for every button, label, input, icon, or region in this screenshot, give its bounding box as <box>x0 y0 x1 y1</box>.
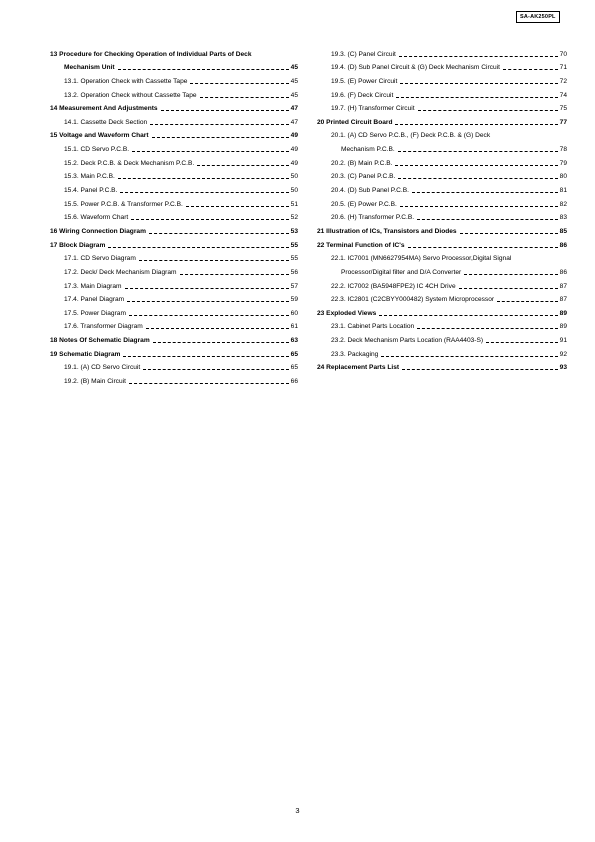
dot-leader <box>131 219 288 220</box>
toc-entry[interactable] <box>50 345 298 359</box>
dot-leader <box>497 301 558 302</box>
dot-leader <box>180 274 289 275</box>
toc-entry[interactable] <box>317 277 567 291</box>
toc-entry[interactable] <box>50 359 298 373</box>
toc-entry[interactable] <box>317 168 567 182</box>
toc-entry-title: Mechanism P.C.B. <box>341 146 395 154</box>
dot-leader <box>153 342 289 343</box>
toc-entry-title: 20.4. (D) Sub Panel P.C.B. <box>331 187 409 195</box>
dot-leader <box>118 69 289 70</box>
toc-entry-title: 13.2. Operation Check without Cassette Tape <box>64 91 197 99</box>
toc-entry[interactable] <box>50 59 298 73</box>
toc-entry-page: 56 <box>290 268 298 276</box>
dot-leader <box>459 288 558 289</box>
toc-entry-page: 60 <box>290 309 298 317</box>
dot-leader <box>464 274 557 275</box>
dot-leader <box>503 69 558 70</box>
toc-entry[interactable] <box>50 372 298 386</box>
toc-entry-title: 20 Printed Circuit Board <box>317 118 393 126</box>
dot-leader <box>143 369 288 370</box>
page-number: 3 <box>295 806 300 815</box>
toc-left-column <box>50 45 298 386</box>
toc-entry-title: 20.6. (H) Transformer P.C.B. <box>331 214 415 222</box>
toc-entry-title: Processor/Digital filter and D/A Converter <box>341 268 462 276</box>
toc-entry[interactable] <box>317 291 567 305</box>
dot-leader <box>398 151 558 152</box>
dot-leader <box>129 315 289 316</box>
toc-entry[interactable] <box>317 236 567 250</box>
dot-leader <box>417 219 558 220</box>
toc-entry-page: 65 <box>290 350 298 358</box>
dot-leader <box>129 383 289 384</box>
toc-entry-page: 83 <box>559 214 567 222</box>
toc-entry-title: 18 Notes Of Schematic Diagram <box>50 337 150 345</box>
toc-entry[interactable] <box>50 45 298 59</box>
toc-entry-page: 89 <box>559 309 567 317</box>
toc-entry-page: 57 <box>290 282 298 290</box>
toc-entry[interactable] <box>50 222 298 236</box>
toc-entry[interactable] <box>317 345 567 359</box>
dot-leader <box>132 151 289 152</box>
toc-entry[interactable] <box>317 45 567 59</box>
toc-entry-page: 49 <box>290 159 298 167</box>
dot-leader <box>418 110 558 111</box>
toc-entry[interactable] <box>50 127 298 141</box>
toc-entry-page: 45 <box>290 91 298 99</box>
toc-entry-page: 51 <box>290 200 298 208</box>
toc-entry-page: 77 <box>559 118 567 126</box>
toc-entry[interactable] <box>317 304 567 318</box>
toc-entry[interactable] <box>317 222 567 236</box>
toc-entry-title: 22 Terminal Function of IC's <box>317 241 405 249</box>
toc-entry-title: 20.2. (B) Main P.C.B. <box>331 159 393 167</box>
toc-entry-page: 45 <box>290 77 298 85</box>
dot-leader <box>127 301 289 302</box>
toc-entry-title: 19.7. (H) Transformer Circuit <box>331 105 415 113</box>
toc-entry-title: 15.6. Waveform Chart <box>64 214 129 222</box>
toc-entry[interactable] <box>317 359 567 373</box>
toc-entry-title: 20.1. (A) CD Servo P.C.B., (F) Deck P.C.B. & (G) Deck <box>331 132 491 140</box>
dot-leader <box>200 97 289 98</box>
dot-leader <box>399 56 558 57</box>
toc-entry-title: 19.6. (F) Deck Circuit <box>331 91 394 99</box>
toc-entry-page: 80 <box>559 173 567 181</box>
dot-leader <box>402 369 558 370</box>
dot-leader <box>150 124 288 125</box>
toc-entry-page: 92 <box>559 350 567 358</box>
toc-entry-page: 53 <box>290 227 298 235</box>
toc-entry-title: 17.2. Deck/ Deck Mechanism Diagram <box>64 268 177 276</box>
dot-leader <box>408 247 558 248</box>
toc-entry-page: 91 <box>559 337 567 345</box>
toc-entry-title: 21 Illustration of ICs, Transistors and Diodes <box>317 227 457 235</box>
toc-entry[interactable] <box>50 277 298 291</box>
toc-entry-page: 59 <box>290 296 298 304</box>
dot-leader <box>118 178 289 179</box>
toc-entry-title: 19.4. (D) Sub Panel Circuit & (G) Deck Mechanism Circuit <box>331 64 500 72</box>
toc-entry-page: 49 <box>290 132 298 140</box>
toc-entry-title: 17.1. CD Servo Diagram <box>64 255 136 263</box>
toc-entry[interactable] <box>317 195 567 209</box>
toc-entry[interactable] <box>317 318 567 332</box>
toc-entry-page: 86 <box>559 268 567 276</box>
toc-entry[interactable] <box>50 318 298 332</box>
toc-entry-page: 52 <box>290 214 298 222</box>
toc-entry[interactable] <box>317 250 567 264</box>
toc-entry[interactable] <box>50 263 298 277</box>
dot-leader <box>149 233 289 234</box>
toc-entry[interactable] <box>50 113 298 127</box>
toc-entry-title: 17.5. Power Diagram <box>64 309 126 317</box>
toc-entry-title: 22.2. IC7002 (BA5948FPE2) IC 4CH Drive <box>331 282 456 290</box>
toc-entry-title: 23.1. Cabinet Parts Location <box>331 323 415 331</box>
dot-leader <box>400 206 558 207</box>
toc-entry-title: 19.1. (A) CD Servo Circuit <box>64 364 141 372</box>
toc-entry-title: 19 Schematic Diagram <box>50 350 121 358</box>
toc-entry[interactable] <box>50 181 298 195</box>
toc-entry[interactable] <box>50 291 298 305</box>
toc-entry-title: 22.3. IC2801 (C2CBYY000482) System Microprocessor <box>331 296 495 304</box>
dot-leader <box>186 206 289 207</box>
dot-leader <box>460 233 558 234</box>
toc-entry-title: 13 Procedure for Checking Operation of Individual Parts of Deck <box>50 50 252 58</box>
toc-entry[interactable] <box>317 154 567 168</box>
dot-leader <box>123 356 288 357</box>
toc-entry-page: 81 <box>559 187 567 195</box>
toc-entry-page: 82 <box>559 200 567 208</box>
toc-entry[interactable] <box>50 236 298 250</box>
dot-leader <box>146 328 289 329</box>
toc-entry-page: 72 <box>559 77 567 85</box>
model-number-badge: SA-AK250PL <box>516 11 560 23</box>
dot-leader <box>108 247 288 248</box>
toc-entry-page: 66 <box>290 378 298 386</box>
toc-entry-page: 79 <box>559 159 567 167</box>
dot-leader <box>396 97 557 98</box>
toc-entry-title: 15 Voltage and Waveform Chart <box>50 132 149 140</box>
toc-entry[interactable] <box>50 86 298 100</box>
toc-entry-title: Mechanism Unit <box>64 64 115 72</box>
toc-entry-title: 17.3. Main Diagram <box>64 282 122 290</box>
toc-entry-title: 15.2. Deck P.C.B. & Deck Mechanism P.C.B. <box>64 159 195 167</box>
toc-entry-page: 87 <box>559 282 567 290</box>
toc-entry[interactable] <box>50 168 298 182</box>
toc-entry-title: 23.2. Deck Mechanism Parts Location (RAA4403-S) <box>331 337 484 345</box>
toc-entry[interactable] <box>317 127 567 141</box>
toc-entry-page: 86 <box>559 241 567 249</box>
toc-entry-title: 14.1. Cassette Deck Section <box>64 118 148 126</box>
toc-entry-page: 65 <box>290 364 298 372</box>
toc-entry-page: 47 <box>290 105 298 113</box>
toc-entry-page: 47 <box>290 118 298 126</box>
toc-entry[interactable] <box>317 59 567 73</box>
dot-leader <box>400 83 557 84</box>
dot-leader <box>417 328 557 329</box>
dot-leader <box>395 124 557 125</box>
toc-entry[interactable] <box>50 154 298 168</box>
dot-leader <box>379 315 557 316</box>
toc-entry-page: 61 <box>290 323 298 331</box>
dot-leader <box>139 260 289 261</box>
toc-entry-title: 17 Block Diagram <box>50 241 106 249</box>
dot-leader <box>395 165 557 166</box>
toc-entry-title: 19.3. (C) Panel Circuit <box>331 50 396 58</box>
toc-right-column <box>317 45 567 372</box>
toc-entry[interactable] <box>50 250 298 264</box>
toc-entry-title: 17.4. Panel Diagram <box>64 296 125 304</box>
toc-entry-title: 15.1. CD Servo P.C.B. <box>64 146 130 154</box>
toc-entry-page: 89 <box>559 323 567 331</box>
toc-entry[interactable] <box>317 263 567 277</box>
toc-entry[interactable] <box>317 140 567 154</box>
toc-entry-page: 87 <box>559 296 567 304</box>
toc-entry-title: 15.5. Power P.C.B. & Transformer P.C.B. <box>64 200 183 208</box>
toc-entry-page: 78 <box>559 146 567 154</box>
toc-entry-page: 70 <box>559 50 567 58</box>
dot-leader <box>381 356 557 357</box>
dot-leader <box>161 110 289 111</box>
toc-entry-title: 13.1. Operation Check with Cassette Tape <box>64 77 188 85</box>
toc-entry-title: 20.5. (E) Power P.C.B. <box>331 200 397 208</box>
toc-entry[interactable] <box>317 113 567 127</box>
toc-entry-page: 55 <box>290 255 298 263</box>
dot-leader <box>398 178 557 179</box>
toc-entry[interactable] <box>50 331 298 345</box>
toc-entry-page: 75 <box>559 105 567 113</box>
toc-entry[interactable] <box>50 72 298 86</box>
toc-entry-page: 50 <box>290 187 298 195</box>
toc-entry[interactable] <box>50 195 298 209</box>
toc-entry-page: 45 <box>290 64 298 72</box>
toc-entry-page: 50 <box>290 173 298 181</box>
toc-entry-title: 23 Exploded Views <box>317 309 377 317</box>
toc-entry-title: 23.3. Packaging <box>331 350 379 358</box>
dot-leader <box>412 192 558 193</box>
toc-entry-page: 74 <box>559 91 567 99</box>
toc-entry-page: 71 <box>559 64 567 72</box>
toc-entry-title: 24 Replacement Parts List <box>317 364 400 372</box>
toc-entry-title: 14 Measurement And Adjustments <box>50 105 158 113</box>
dot-leader <box>197 165 288 166</box>
dot-leader <box>190 83 288 84</box>
dot-leader <box>152 137 289 138</box>
toc-entry[interactable] <box>50 304 298 318</box>
toc-entry[interactable] <box>317 331 567 345</box>
toc-entry-title: 22.1. IC7001 (MN6627954MA) Servo Processor,Digital Signal <box>331 255 512 263</box>
toc-entry[interactable] <box>317 72 567 86</box>
toc-entry-page: 63 <box>290 337 298 345</box>
toc-entry-page: 55 <box>290 241 298 249</box>
toc-entry[interactable] <box>50 209 298 223</box>
toc-entry-title: 15.3. Main P.C.B. <box>64 173 115 181</box>
toc-entry-page: 93 <box>559 364 567 372</box>
toc-entry[interactable] <box>50 100 298 114</box>
toc-entry-title: 20.3. (C) Panel P.C.B. <box>331 173 396 181</box>
toc-entry[interactable] <box>317 209 567 223</box>
toc-entry[interactable] <box>317 86 567 100</box>
toc-entry-title: 19.2. (B) Main Circuit <box>64 378 126 386</box>
toc-entry-page: 85 <box>559 227 567 235</box>
toc-entry[interactable] <box>50 140 298 154</box>
toc-entry-title: 15.4. Panel P.C.B. <box>64 187 118 195</box>
dot-leader <box>125 288 289 289</box>
toc-entry-page: 49 <box>290 146 298 154</box>
toc-entry-title: 17.6. Transformer Diagram <box>64 323 143 331</box>
toc-entry-title: 19.5. (E) Power Circuit <box>331 77 398 85</box>
toc-entry-title: 16 Wiring Connection Diagram <box>50 227 146 235</box>
dot-leader <box>486 342 558 343</box>
toc-entry[interactable] <box>317 100 567 114</box>
dot-leader <box>120 192 288 193</box>
toc-entry[interactable] <box>317 181 567 195</box>
